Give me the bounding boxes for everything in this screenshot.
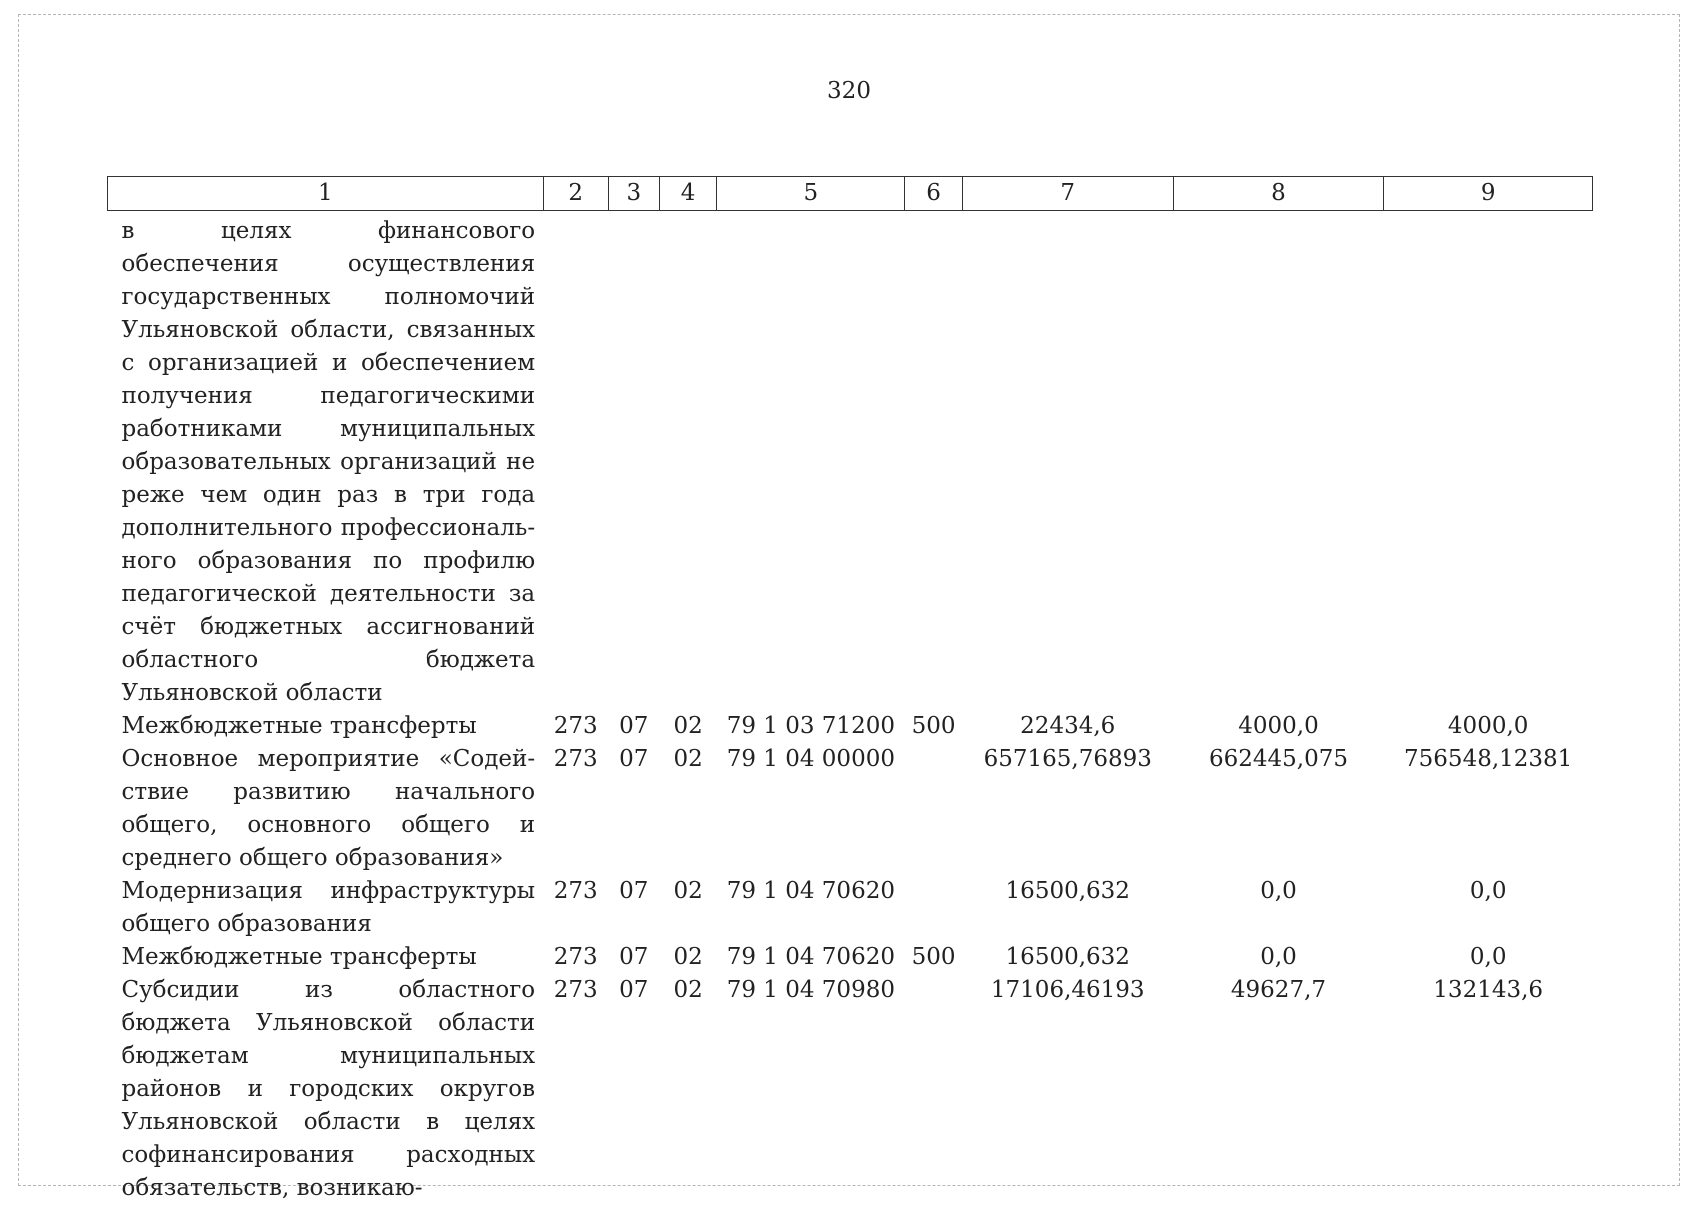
header-cell-9: 9 bbox=[1384, 177, 1593, 211]
col-7-value: 657165,76893 bbox=[983, 746, 1152, 772]
table-row bbox=[108, 743, 1593, 875]
col-3-value: 07 bbox=[619, 977, 649, 1003]
col-8-value: 662445,075 bbox=[1208, 746, 1348, 772]
col-8-value bbox=[1173, 215, 1384, 710]
col-9-value: 0,0 bbox=[1469, 878, 1507, 904]
header-cell-8: 8 bbox=[1173, 177, 1384, 211]
row-description: Модернизация инфраструктуры общего образования bbox=[121, 878, 536, 937]
row-description: Межбюджетные трансферты bbox=[121, 944, 477, 970]
page-number: 320 bbox=[827, 78, 871, 104]
col-2-value: 273 bbox=[553, 944, 598, 970]
col-8-value: 49627,7 bbox=[1230, 977, 1327, 1003]
col-4-value: 02 bbox=[673, 713, 703, 739]
col-5-value bbox=[717, 215, 905, 710]
col-8-value: 4000,0 bbox=[1238, 713, 1319, 739]
col-7-value bbox=[962, 215, 1173, 710]
budget-table bbox=[107, 176, 1593, 1205]
header-cell-7: 7 bbox=[962, 177, 1173, 211]
col-3-value: 07 bbox=[619, 878, 649, 904]
col-9-value: 132143,6 bbox=[1433, 977, 1544, 1003]
col-7-value: 17106,46193 bbox=[990, 977, 1145, 1003]
table-header-row bbox=[108, 177, 1593, 211]
col-4-value: 02 bbox=[673, 944, 703, 970]
col-7-value: 22434,6 bbox=[1020, 713, 1116, 739]
col-6-value: 500 bbox=[911, 944, 956, 970]
table-row bbox=[108, 941, 1593, 974]
col-6-value bbox=[905, 974, 963, 1205]
col-8-value: 0,0 bbox=[1260, 878, 1297, 904]
col-2-value: 273 bbox=[553, 977, 598, 1003]
header-cell-4: 4 bbox=[659, 177, 717, 211]
col-4-value: 02 bbox=[673, 746, 703, 772]
col-3-value: 07 bbox=[619, 746, 649, 772]
col-5-value: 79 1 04 70980 bbox=[726, 977, 895, 1003]
col-3-value: 07 bbox=[619, 944, 649, 970]
table-row bbox=[108, 710, 1593, 743]
col-9-value: 756548,12381 bbox=[1404, 746, 1573, 772]
col-4-value: 02 bbox=[673, 977, 703, 1003]
table-row bbox=[108, 974, 1593, 1205]
col-2-value bbox=[543, 215, 608, 710]
header-cell-6: 6 bbox=[905, 177, 963, 211]
col-2-value: 273 bbox=[553, 746, 598, 772]
col-4-value: 02 bbox=[673, 878, 703, 904]
header-cell-3: 3 bbox=[608, 177, 659, 211]
col-8-value: 0,0 bbox=[1260, 944, 1297, 970]
col-7-value: 16500,632 bbox=[1005, 878, 1130, 904]
col-5-value: 79 1 04 70620 bbox=[726, 878, 895, 904]
header-cell-1: 1 bbox=[108, 177, 544, 211]
col-6-value bbox=[905, 743, 963, 875]
col-9-value bbox=[1384, 215, 1593, 710]
col-4-value bbox=[659, 215, 717, 710]
col-2-value: 273 bbox=[553, 713, 598, 739]
table-row bbox=[108, 215, 1593, 710]
col-7-value: 16500,632 bbox=[1005, 944, 1130, 970]
row-description: Субсидии из областного бюджета Ульяновской области бюджетам муниципальных районов и городских округов Ульяновской области в целях софинансирования расходных обязательств, возникаю- bbox=[121, 977, 536, 1201]
row-description: в целях финансового обеспечения осуществления государственных полномочий Ульяновской области, связанных с организацией и обеспечением получения педагогическими работниками муниципальных образовательных организаций не реже чем один раз в три года дополнительного профессионального образования по профилю педагогической деятельности за счёт бюджетных ассигнований областного бюджета Ульяновской области bbox=[121, 218, 536, 706]
col-9-value: 4000,0 bbox=[1447, 713, 1529, 739]
col-5-value: 79 1 04 00000 bbox=[726, 746, 895, 772]
header-cell-5: 5 bbox=[717, 177, 905, 211]
col-3-value bbox=[608, 215, 659, 710]
col-5-value: 79 1 03 71200 bbox=[726, 713, 895, 739]
col-6-value: 500 bbox=[911, 713, 956, 739]
col-3-value: 07 bbox=[619, 713, 649, 739]
col-9-value: 0,0 bbox=[1469, 944, 1507, 970]
header-cell-2: 2 bbox=[543, 177, 608, 211]
col-6-value bbox=[905, 215, 963, 710]
table-row bbox=[108, 875, 1593, 941]
row-description: Межбюджетные трансферты bbox=[121, 713, 477, 739]
col-5-value: 79 1 04 70620 bbox=[726, 944, 895, 970]
col-2-value: 273 bbox=[553, 878, 598, 904]
row-description: Основное мероприятие «Содействие развитию начального общего, основного общего и среднего общего образования» bbox=[121, 746, 536, 871]
col-6-value bbox=[905, 875, 963, 941]
